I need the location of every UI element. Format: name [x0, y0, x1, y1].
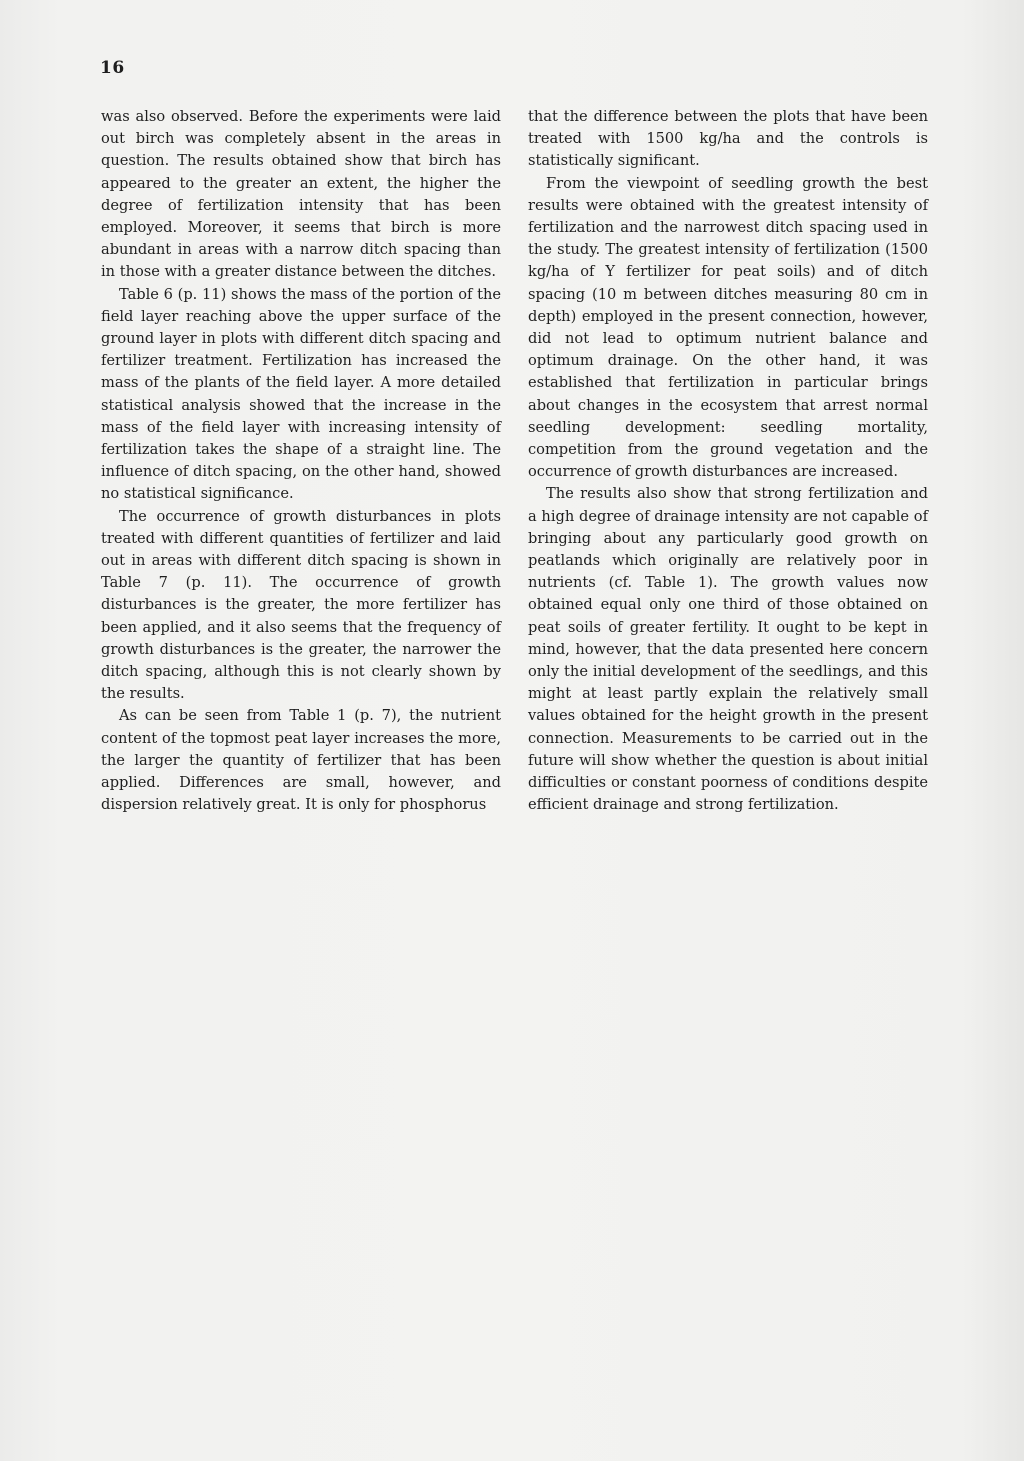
paragraph: From the viewpoint of seedling growth the best results were obtained with the greatest intensity of fertilization and the narrowest ditch spacing used in the study. The greatest intensity of fertilization (1500 kg/ha of Y fertilizer for peat soils) and of ditch spacing (10 m between ditches measuring 80 cm in depth) employed in the present connection, however, did not lead to optimum nutrient balance and optimum drainage. On the other hand, it was established that fertilization in particular brings about changes in the ecosystem that arrest normal seedling development: seedling mortality, competition from the ground vegetation and the occurrence of growth disturbances are increased. — [528, 174, 928, 481]
paragraph: The occurrence of growth disturbances in plots treated with different quantities of fertilizer and laid out in areas with different ditch spacing is shown in Table 7 (p. 11). The occurrence of growth disturbances is the greater, the more fertilizer has been applied, and it also seems that the frequency of growth disturbances is the greater, the narrower the ditch spacing, although this is not clearly shown by the results. — [101, 507, 501, 703]
paragraph: was also observed. Before the experiments were laid out birch was completely absent in the areas in question. The results obtained show that birch has appeared to the greater an extent, the higher the degree of fertilization intensity that has been employed. Moreover, it seems that birch is more abundant in areas with a narrow ditch spacing than in those with a greater distance between the ditches. — [101, 108, 501, 281]
paragraph: Table 6 (p. 11) shows the mass of the portion of the field layer reaching above the upper surface of the ground layer in plots with different ditch spacing and fertilizer treatment. Fertilization has increased the mass of the plants of the field layer. A more detailed statistical analysis showed that the increase in the mass of the field layer with increasing intensity of fertilization takes the shape of a straight line. The influence of ditch spacing, on the other hand, showed no statistical significance. — [101, 285, 501, 503]
left-text-column — [101, 106, 501, 817]
page-number: 16 — [100, 58, 125, 78]
right-text-column — [528, 106, 928, 817]
paragraph: The results also show that strong fertilization and a high degree of drainage intensity are not capable of bringing about any particularly good growth on peatlands which originally are relatively poor in nutrients (cf. Table 1). The growth values now obtained equal only one third of those obtained on peat soils of greater fertility. It ought to be kept in mind, however, that the data presented here concern only the initial development of the seedlings, and this might at least partly explain the relatively small values obtained for the height growth in the present connection. Measurements to be carried out in the future will show whether the question is about initial difficulties or constant poorness of conditions despite efficient drainage and strong fertilization. — [528, 485, 928, 814]
paragraph: that the difference between the plots that have been treated with 1500 kg/ha and the controls is statistically significant. — [528, 108, 928, 170]
paragraph: As can be seen from Table 1 (p. 7), the nutrient content of the topmost peat layer increases the more, the larger the quantity of fertilizer that has been applied. Differences are small, however, and dispersion relatively great. It is only for phosphorus — [101, 707, 501, 814]
